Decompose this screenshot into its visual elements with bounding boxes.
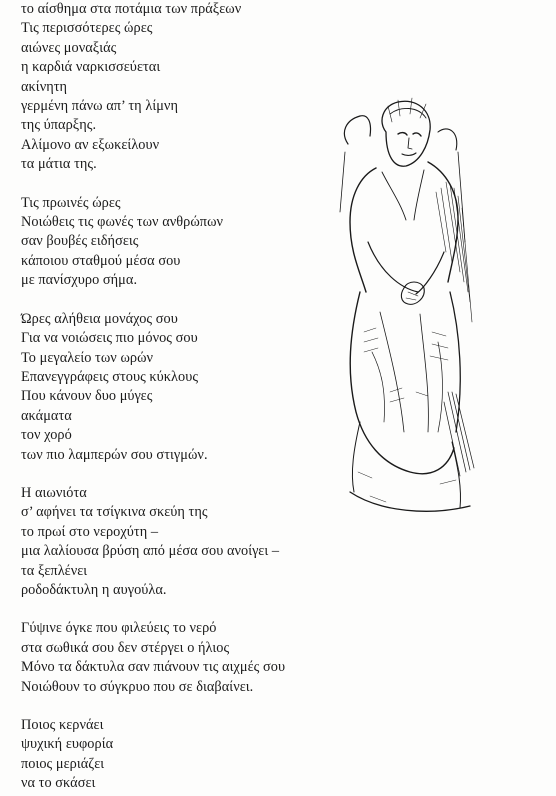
poem-line: να το σκάσει [21, 775, 96, 792]
poem-line: Το μεγαλείο των ωρών [21, 349, 154, 366]
poem-line: Αλίμονο αν εξωκείλουν [21, 136, 160, 153]
stanza-gap [21, 291, 341, 310]
poem-line: Νοιώθουν το σύγκρυο που σε διαβαίνει. [21, 678, 254, 695]
poem-line: μια λαλίουσα βρύση από μέσα σου ανοίγει – [21, 543, 280, 560]
poem-line: Μόνο τα δάκτυλα σαν πιάνουν τις αιχμές σου [21, 659, 286, 676]
poem-line: Νοιώθεις τις φωνές των ανθρώπων [21, 214, 224, 231]
poem-line: ροδοδάκτυλη η αυγούλα. [21, 581, 167, 598]
poem-line: το πρωί στο νεροχύτη – [21, 523, 159, 540]
poem-line: Που κάνουν δυο μύγες [21, 388, 153, 405]
poem-line: Ποιος κερνάει [21, 717, 104, 733]
poem-line: Επανεγγράφεις στους κύκλους [21, 368, 199, 385]
poem-line: των πιο λαμπερών σου στιγμών. [21, 446, 208, 463]
stanza-5 [21, 619, 341, 697]
poem-line: Η αιωνιότα [21, 484, 87, 501]
poem-line: Ώρες αλήθεια μονάχος σου [21, 310, 178, 327]
poem-line: αιώνες μοναξιάς [21, 39, 117, 56]
poem-line: η καρδιά ναρκισσεύεται [21, 59, 161, 76]
poem-line: ψυχική ευφορία [21, 736, 114, 753]
stanza-3 [21, 310, 341, 465]
poem-line: στα σωθικά σου δεν στέργει ο ήλιος [21, 639, 230, 656]
stanza-gap [21, 175, 341, 194]
stanza-4 [21, 484, 341, 600]
poem-line: ακίνητη [21, 78, 68, 95]
poem-line: της ύπαρξης. [21, 117, 97, 134]
stanza-2 [21, 194, 341, 291]
poem-line: σαν βουβές ειδήσεις [21, 233, 139, 250]
poem-line: ποιος μεριάζει [21, 755, 105, 772]
stanza-gap [21, 697, 341, 716]
poem-line: Γύψινε όγκε που φιλεύεις το νερό [21, 620, 217, 637]
poem-line: κάποιου σταθμού μέσα σου [21, 252, 181, 269]
seated-old-woman-sketch-icon [320, 92, 478, 522]
poem-line: ακάματα [21, 407, 72, 424]
stanza-gap [21, 600, 341, 619]
poem-text [21, 0, 341, 794]
poem-line: τον χορό [21, 427, 72, 444]
poem-line: γερμένη πάνω απ’ τη λίμνη [21, 98, 178, 115]
stanza-1 [21, 0, 341, 175]
stanza-6 [21, 716, 341, 794]
poem-line: τα ξεπλένει [21, 562, 88, 579]
poem-line: με πανίσχυρο σήμα. [21, 272, 138, 289]
poem-line: Τις πρωινές ώρες [21, 194, 121, 211]
poem-line: το αίσθημα στα ποτάμια των πράξεων [21, 1, 242, 17]
poem-line: τα μάτια της. [21, 156, 97, 173]
poem-line: σ’ αφήνει τα τσίγκινα σκεύη της [21, 504, 208, 521]
poem-line: Για να νοιώσεις πιο μόνος σου [21, 330, 198, 347]
stanza-gap [21, 465, 341, 484]
poem-line: Τις περισσότερες ώρες [21, 20, 153, 37]
